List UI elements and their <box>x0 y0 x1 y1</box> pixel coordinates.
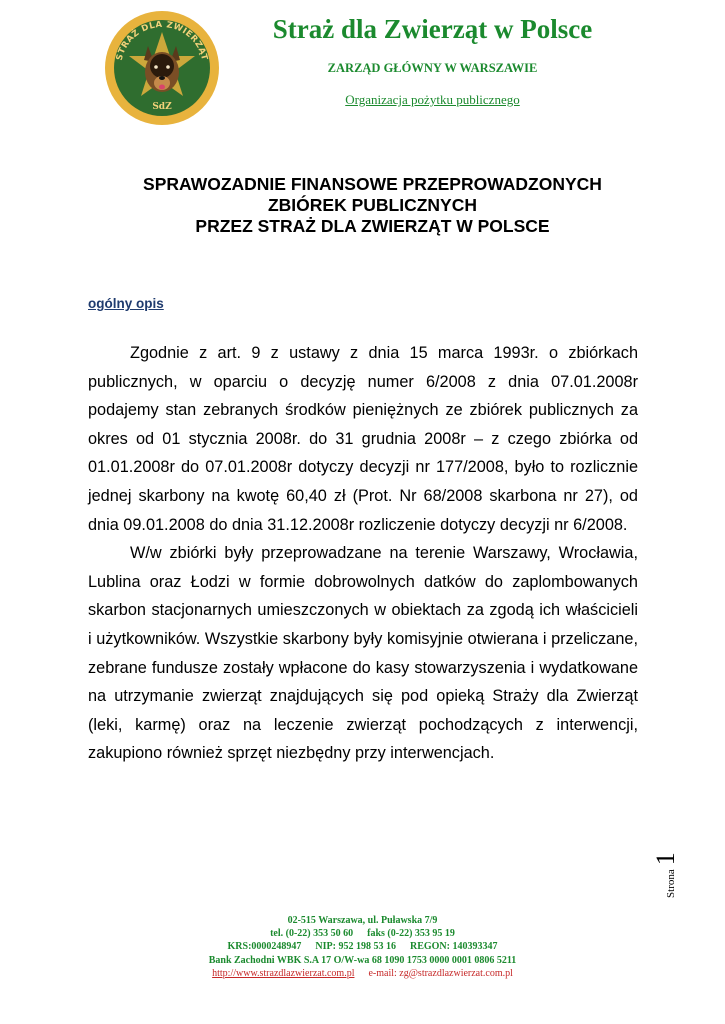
footer-regon: REGON: 140393347 <box>409 941 498 953</box>
footer-email[interactable]: e-mail: zg@strazdlazwierzat.com.pl <box>368 967 513 979</box>
organization-logo <box>104 10 220 126</box>
title-line-1: SPRAWOZADNIE FINANSOWE PRZEPROWADZONYCH <box>143 174 602 194</box>
footer-tel: tel. (0-22) 353 50 60 <box>270 928 354 940</box>
page-number-label: Strona <box>665 869 677 898</box>
title-line-2: ZBIÓREK PUBLICZNYCH <box>267 195 478 215</box>
section-label: ogólny opis <box>88 296 164 311</box>
footer-nip: NIP: 952 198 53 16 <box>315 941 396 953</box>
footer-contact-line <box>120 967 605 980</box>
footer <box>120 914 605 980</box>
logo-ring-text: STRAŻ DLA ZWIERZĄT <box>114 19 210 62</box>
footer-krs: KRS:0000248947 <box>227 941 302 953</box>
footer-phone-line <box>120 927 605 940</box>
paragraph-1: Zgodnie z art. 9 z ustawy z dnia 15 marca 1993r. o zbiórkach publicznych, w oparciu o decyzję numer 6/2008 z dnia 07.01.2008r podajemy stan zebranych środków pieniężnych ze zbiórek publicznych za okres od 01 stycznia 2008r. do 31 grudnia 2008r – z czego zbiórka od 01.01.2008r do 07.01.2008r dotyczy decyzji nr 177/2008, było to rozlicznie jednej skarbony na kwotę 60,40 zł (Prot. Nr 68/2008 skarbona nr 27), od dnia 09.01.2008 do dnia 31.12.2008r rozliczenie dotyczy decyzji nr 6/2008. <box>88 344 638 534</box>
dog-head-icon <box>144 46 180 92</box>
organization-status: Organizacja pożytku publicznego <box>345 92 520 107</box>
document-title <box>60 174 685 237</box>
footer-website-link[interactable]: http://www.strazdlazwierzat.com.pl <box>212 967 355 979</box>
paragraph-2: W/w zbiórki były przeprowadzane na terenie Warszawy, Wrocławia, Lublina oraz Łodzi w formie dobrowolnych datków do zaplombowanych skarbon stacjonarnych umieszczonych w obiektach za zgodą ich właścicieli i użytkowników. Wszystkie skarbony były komisyjnie otwierana i przeliczane, zebrane fundusze zostały wpłacone do kasy stowarzyszenia i wydatkowane na utrzymanie zwierząt znajdujących się pod opieką Straży dla Zwierząt (leki, karmę) oraz na leczenie zwierząt pochodzących z interwencji, zakupiono również sprzęt niezbędny przy interwencjach. <box>88 544 638 763</box>
organization-name: Straż dla Zwierząt w Polsce <box>272 14 593 44</box>
body-text <box>88 339 638 768</box>
logo-badge-text: SdZ <box>152 102 172 112</box>
footer-address: 02-515 Warszawa, ul. Puławska 7/9 <box>287 915 438 926</box>
page-number-value: 1 <box>651 852 680 866</box>
organization-subtitle: ZARZĄD GŁÓWNY W WARSZAWIE <box>327 61 538 75</box>
logo-emblem <box>104 10 220 126</box>
footer-fax: faks (0-22) 353 95 19 <box>367 928 455 940</box>
footer-bank: Bank Zachodni WBK S.A 17 O/W-wa 68 1090 1753 0000 0001 0806 5211 <box>208 954 517 966</box>
title-line-3: PRZEZ STRAŻ DLA ZWIERZĄT W POLSCE <box>195 216 550 236</box>
footer-registry-line <box>120 940 605 953</box>
page-number <box>651 852 711 918</box>
